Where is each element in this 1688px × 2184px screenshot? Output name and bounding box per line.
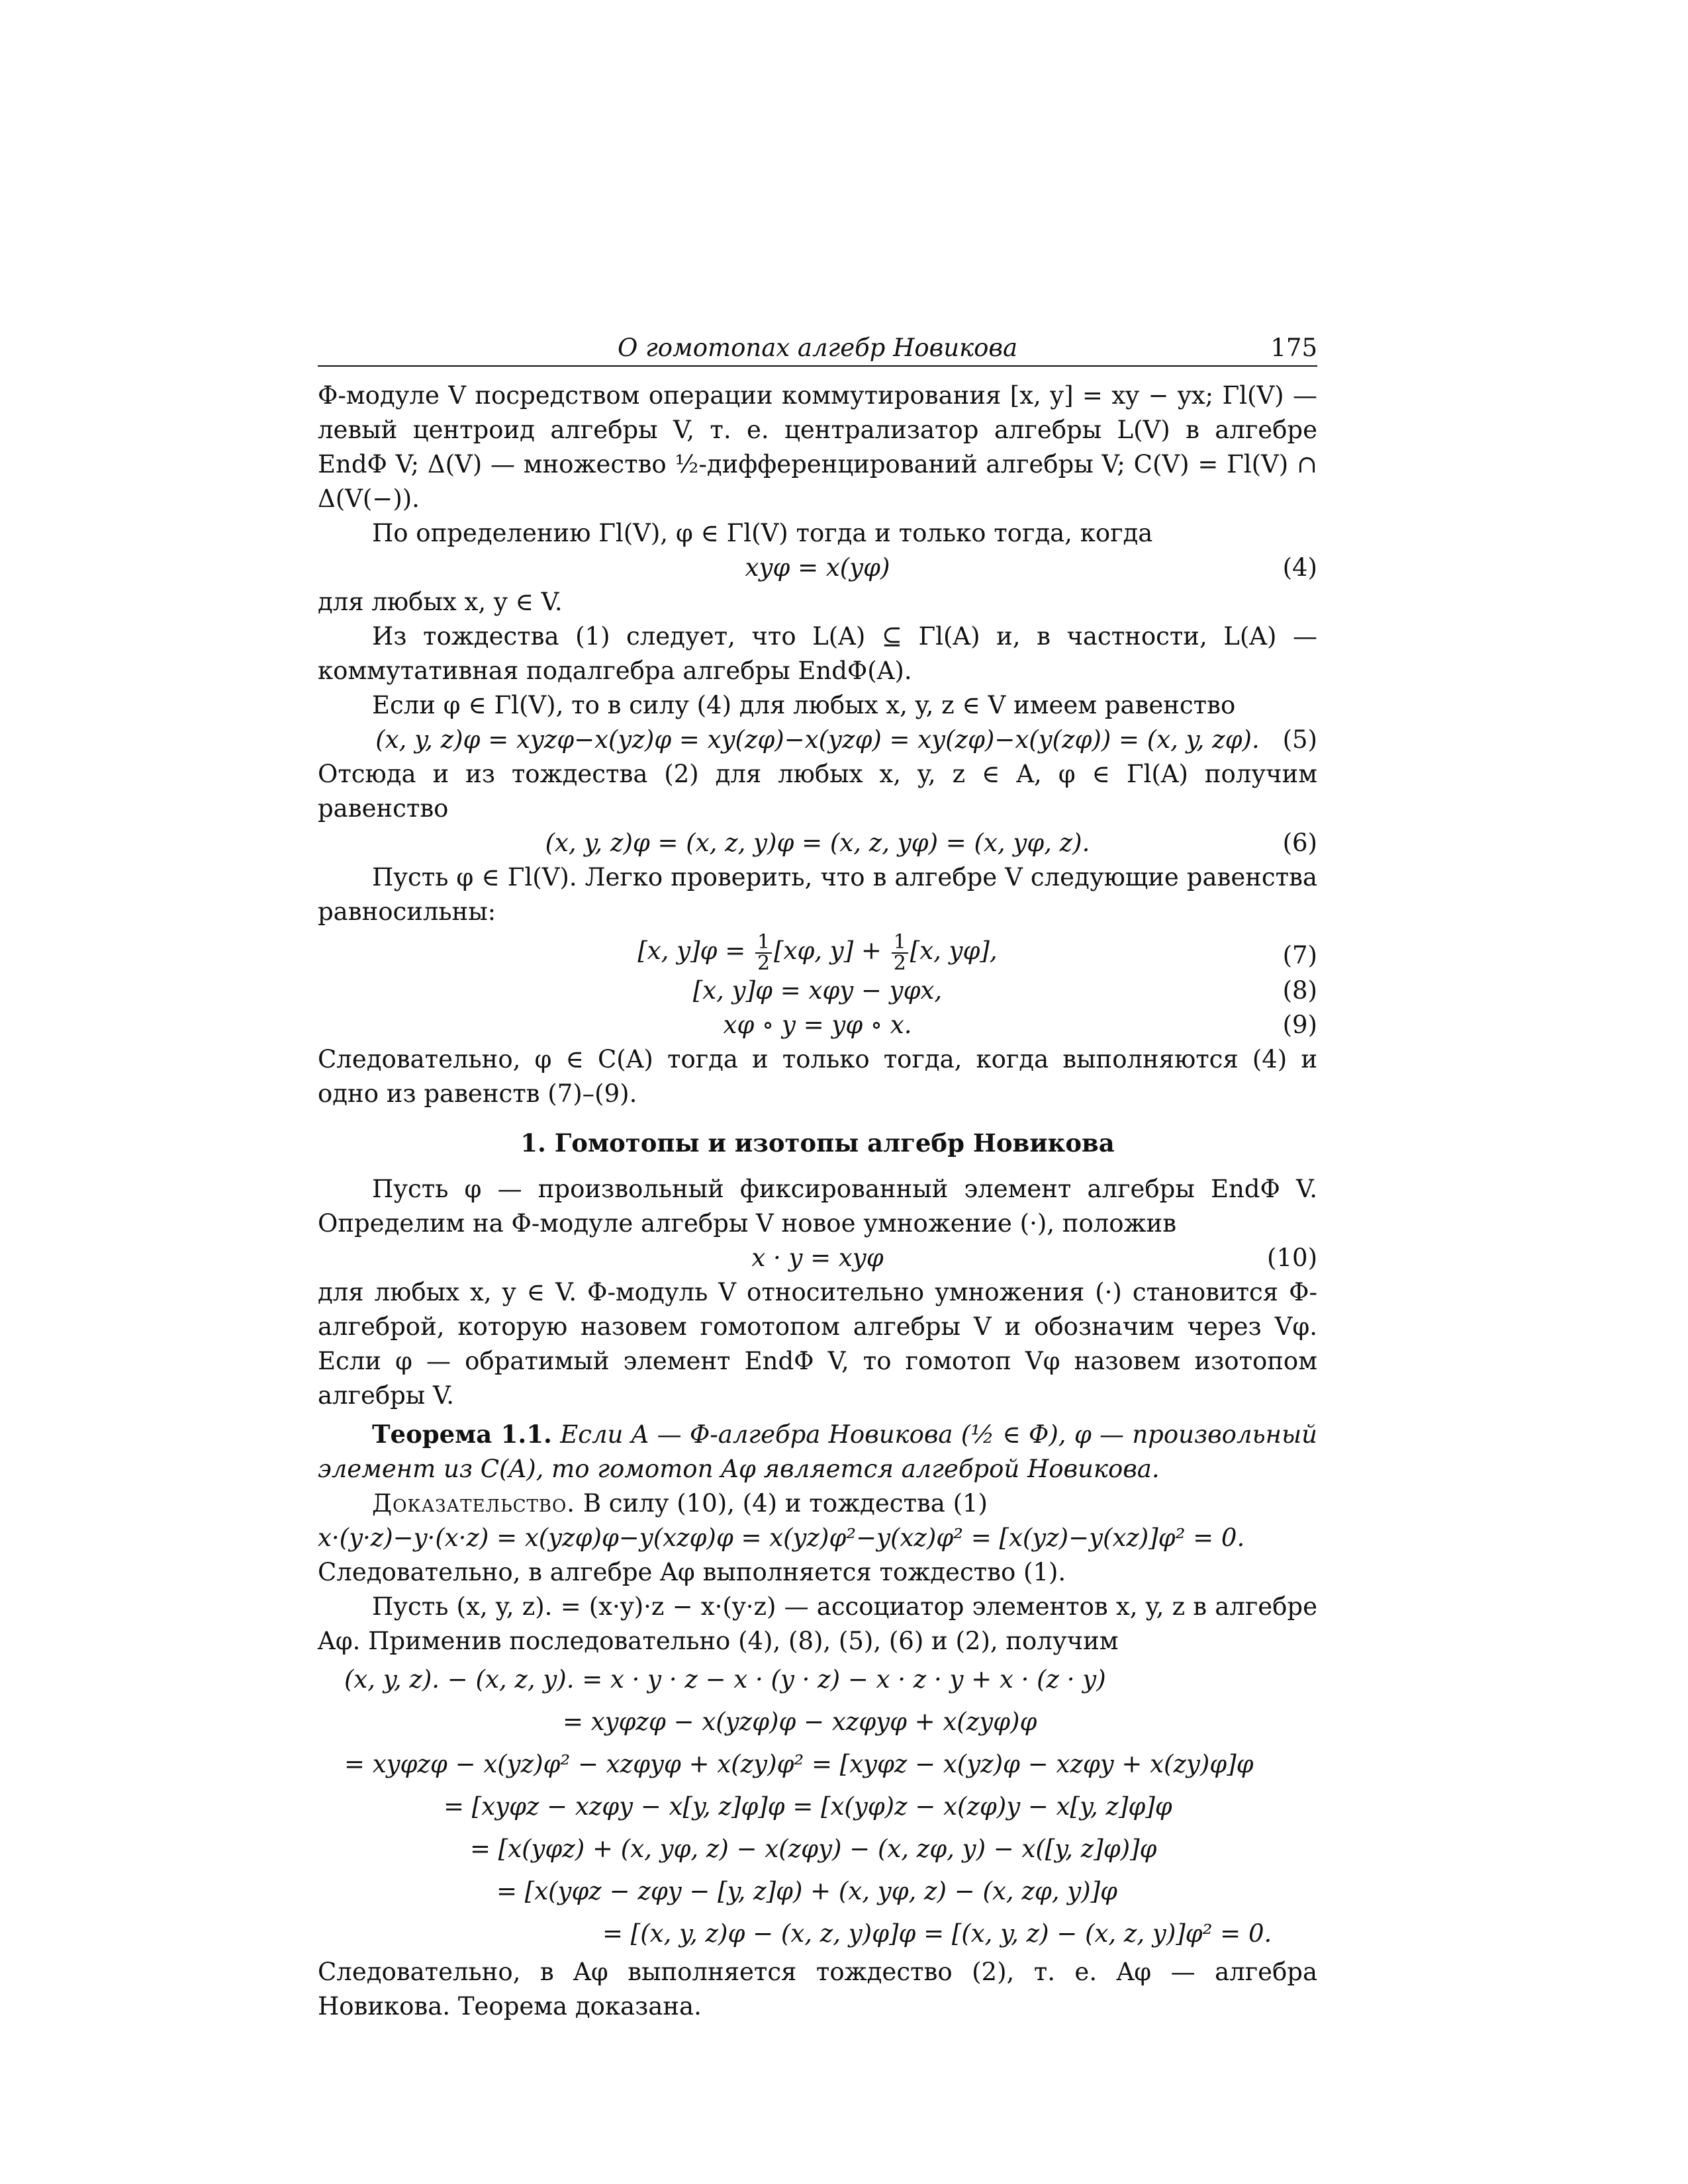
chain-line: = xyφzφ − x(yzφ)φ − xzφyφ + x(zyφ)φ: [563, 1707, 1037, 1736]
equation-8: [318, 974, 1317, 1008]
proof-start: [318, 1486, 1317, 1521]
equation-4-expr: xyφ = x(yφ): [745, 553, 890, 582]
equation-proof-1: x·(y·z)−y·(x·z) = x(yzφ)φ−y(xzφ)φ = x(yz)φ²−y(xz)φ² = [x(yz)−y(xz)]φ² = 0.: [318, 1523, 1245, 1552]
equation-4-number: (4): [1282, 553, 1317, 582]
equation-5-number: (5): [1282, 725, 1317, 754]
paragraph-4: Из тождества (1) следует, что L(A) ⊆ Γl(A) и, в частности, L(A) — коммутативная подалгебра алгебры EndΦ(A).: [318, 622, 1317, 685]
equation-10-expr: x · y = xyφ: [751, 1243, 884, 1272]
theorem-1-1: [318, 1417, 1317, 1486]
equation-7: [318, 929, 1317, 974]
proof-intro: В силу (10), (4) и тождества (1): [583, 1488, 988, 1518]
page: [318, 331, 1317, 2024]
paragraph-9: Пусть φ — произвольный фиксированный элемент алгебры EndΦ V. Определим на Φ-модуле алгебры V новое умножение (·), положив: [318, 1174, 1317, 1238]
paragraph-6: Отсюда и из тождества (2) для любых x, y, z ∈ A, φ ∈ Γl(A) получим равенство: [318, 760, 1317, 823]
equation-8-expr: [x, y]φ = xφy − yφx,: [692, 976, 943, 1005]
equation-9: [318, 1008, 1317, 1042]
equation-7-lhs: [x, y]φ =: [637, 936, 746, 965]
equation-10-number: (10): [1267, 1243, 1317, 1272]
equation-7-number: (7): [1282, 941, 1317, 970]
equation-9-expr: xφ ∘ y = yφ ∘ x.: [723, 1010, 912, 1039]
equation-4: [318, 551, 1317, 585]
paragraph-1: Φ-модуле V посредством операции коммутирования [x, y] = xy − yx; Γl(V) — левый центроид алгебры V, т. е. централизатор алгебры L(V) в алгебре EndΦ V; Δ(V) — множество ½-дифференцирований алгебры V; C(V) = Γl(V) ∩ Δ(V(−)).: [318, 381, 1317, 513]
chain-line: = [x(yφz) + (x, yφ, z) − x(zφy) − (x, zφ, y) − x([y, z]φ)]φ: [470, 1834, 1157, 1863]
chain-line: = [x(yφz − zφy − [y, z]φ) + (x, yφ, z) − (x, zφ, y)]φ: [496, 1876, 1117, 1905]
chain-line: (x, y, z). − (x, z, y). = x · y · z − x · (y · z) − x · z · y + x · (z · y): [344, 1664, 1106, 1694]
chain-line: = [(x, y, z)φ − (x, z, y)φ]φ = [(x, y, z) − (x, z, y)]φ² = 0.: [602, 1919, 1272, 1948]
paragraph-7: Пусть φ ∈ Γl(V). Легко проверить, что в алгебре V следующие равенства равносильны:: [318, 863, 1317, 926]
paragraph-3: для любых x, y ∈ V.: [318, 588, 563, 616]
running-header: [318, 331, 1317, 367]
paragraph-11: Следовательно, в алгебре Aφ выполняется тождество (1).: [318, 1557, 1066, 1586]
fraction-one-half: [755, 930, 772, 975]
paragraph-8: Следовательно, φ ∈ C(A) тогда и только тогда, когда выполняются (4) и одно из равенств (7)–(9).: [318, 1044, 1317, 1108]
paragraph-13: Следовательно, в Aφ выполняется тождество (2), т. е. Aφ — алгебра Новикова. Теорема доказана.: [318, 1957, 1317, 2021]
equation-7-term-2: [x, yφ],: [910, 936, 998, 965]
equation-10: [318, 1241, 1317, 1275]
equation-8-number: (8): [1282, 976, 1317, 1005]
proof-heading: Доказательство.: [372, 1488, 576, 1518]
theorem-label: Теорема 1.1.: [372, 1419, 552, 1449]
equation-5-expr: (x, y, z)φ = xyzφ−x(yz)φ = xy(zφ)−x(yzφ) = xy(zφ)−x(y(zφ)) = (x, y, zφ).: [375, 725, 1260, 754]
fraction-one-half: [892, 930, 908, 975]
equation-5: [318, 723, 1317, 757]
equation-7-term-1: [xφ, y] +: [774, 936, 882, 965]
paragraph-12: Пусть (x, y, z). = (x·y)·z − x·(y·z) — ассоциатор элементов x, y, z в алгебре Aφ. Применив последовательно (4), (8), (5), (6) и (2), получим: [318, 1592, 1317, 1655]
equation-6: [318, 826, 1317, 860]
chain-line: = [xyφz − xzφy − x[y, z]φ]φ = [x(yφ)z − x(zφ)y − x[y, z]φ]φ: [444, 1792, 1172, 1821]
equation-6-expr: (x, y, z)φ = (x, z, y)φ = (x, z, yφ) = (x, yφ, z).: [545, 829, 1090, 857]
page-number: 175: [1270, 334, 1317, 362]
frac-num: 1: [892, 933, 908, 954]
frac-num: 1: [755, 933, 772, 954]
paragraph-2: По определению Γl(V), φ ∈ Γl(V) тогда и только тогда, когда: [372, 519, 1153, 547]
derivation-chain: [318, 1659, 1317, 1955]
chain-line: = xyφzφ − x(yz)φ² − xzφyφ + x(zy)φ² = [xyφz − x(yz)φ − xzφy + x(zy)φ]φ: [344, 1749, 1254, 1778]
frac-den: 2: [893, 951, 906, 975]
frac-den: 2: [757, 951, 771, 975]
paragraph-5: Если φ ∈ Γl(V), то в силу (4) для любых x, y, z ∈ V имеем равенство: [372, 691, 1236, 719]
paragraph-10: для любых x, y ∈ V. Φ-модуль V относительно умножения (·) становится Φ-алгеброй, которую назовем гомотопом алгебры V и обозначим через Vφ. Если φ — обратимый элемент EndΦ V, то гомотоп Vφ назовем изотопом алгебры V.: [318, 1277, 1317, 1410]
running-title: О гомотопах алгебр Новикова: [617, 334, 1017, 362]
equation-9-number: (9): [1282, 1010, 1317, 1039]
theorem-statement: Если A — Φ-алгебра Новикова (½ ∈ Φ), φ — произвольный элемент из C(A), то гомотоп Aφ является алгеброй Новикова.: [318, 1420, 1317, 1483]
section-heading: 1. Гомотопы и изотопы алгебр Новикова: [520, 1128, 1115, 1158]
equation-6-number: (6): [1282, 829, 1317, 857]
